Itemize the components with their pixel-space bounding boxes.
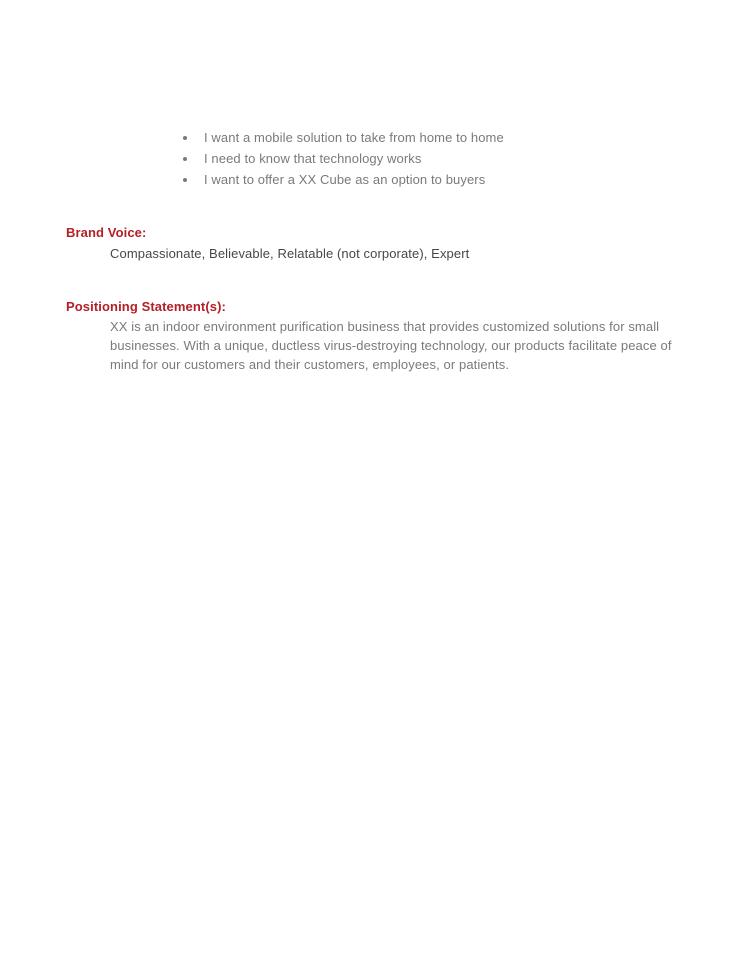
- positioning-statement-body: XX is an indoor environment purification business that provides customized solutions for small businesses. With a unique, ductless virus-destroying technology, our products facilitate peace of mind for our customers and their customers, employees, or patients.: [110, 319, 672, 372]
- positioning-statement-heading: Positioning Statement(s):: [66, 299, 226, 314]
- brand-voice-value: Compassionate, Believable, Relatable (not corporate), Expert: [110, 246, 470, 261]
- brand-voice-heading: Brand Voice:: [66, 225, 147, 240]
- customer-needs-bullet-list: [204, 127, 624, 190]
- bullet-item-mobile-solution: I want a mobile solution to take from home to home: [204, 127, 624, 148]
- bullet-item-technology-works: I need to know that technology works: [204, 148, 624, 169]
- bullet-item-xx-cube-option: I want to offer a XX Cube as an option to buyers: [204, 169, 624, 190]
